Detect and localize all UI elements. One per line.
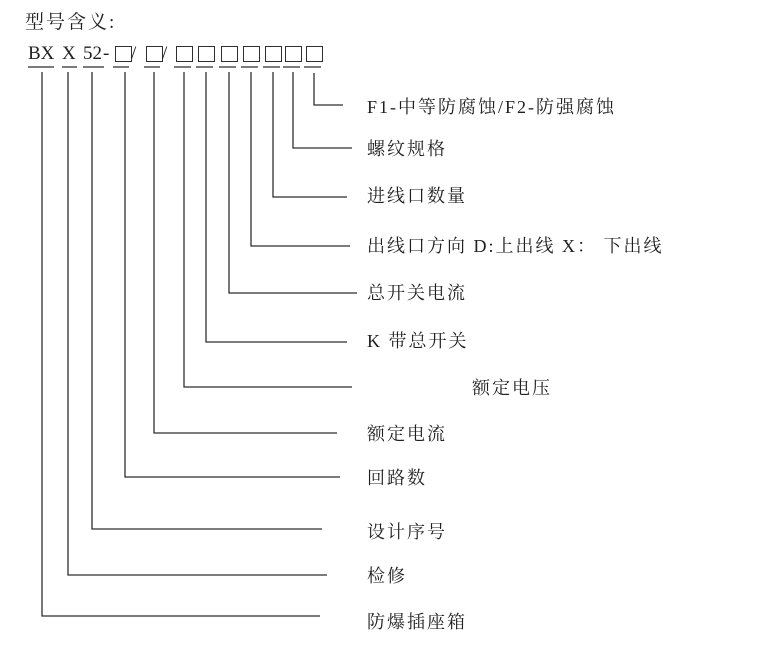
leader-line-socket-box (42, 72, 320, 616)
legend-label-maintenance: 检修 (367, 566, 407, 586)
leader-line-rated-current (154, 72, 337, 433)
model-token-slash-1: / (131, 43, 137, 64)
legend-label-inlet-count: 进线口数量 (367, 186, 467, 206)
legend-label-socket-box: 防爆插座箱 (367, 612, 467, 632)
model-token-hyphen: - (103, 43, 110, 64)
page-title: 型号含义: (25, 12, 117, 33)
leader-line-inlet-count (273, 72, 347, 197)
leader-line-outlet-direction (251, 72, 350, 246)
model-token-slash-2: / (162, 43, 168, 64)
legend-label-corrosion: F1-中等防腐蚀/F2-防强腐蚀 (367, 97, 617, 117)
model-token-bx: BX (28, 43, 55, 64)
legend-label-thread-spec: 螺纹规格 (367, 139, 447, 159)
legend-label-design-serial: 设计序号 (367, 522, 447, 542)
legend-label-with-main-switch: K 带总开关 (367, 331, 469, 351)
legend-label-circuit-count: 回路数 (367, 468, 427, 488)
legend-label-rated-current: 额定电流 (367, 424, 447, 444)
leader-line-thread-spec (293, 72, 352, 148)
leader-line-circuit-count (125, 72, 340, 477)
leader-line-rated-voltage (184, 72, 352, 387)
leader-line-with-main-switch (206, 72, 347, 342)
model-token-x: X (62, 43, 76, 64)
legend-label-rated-voltage: 额定电压 (472, 378, 552, 398)
leader-line-design-serial (92, 72, 322, 529)
legend-label-main-switch-current: 总开关电流 (367, 283, 467, 303)
leader-line-corrosion (314, 73, 343, 105)
legend-label-outlet-direction: 出线口方向 D:上出线 X： 下出线 (367, 236, 664, 256)
leader-line-maintenance (68, 72, 327, 575)
model-token-52: 52 (83, 43, 102, 64)
